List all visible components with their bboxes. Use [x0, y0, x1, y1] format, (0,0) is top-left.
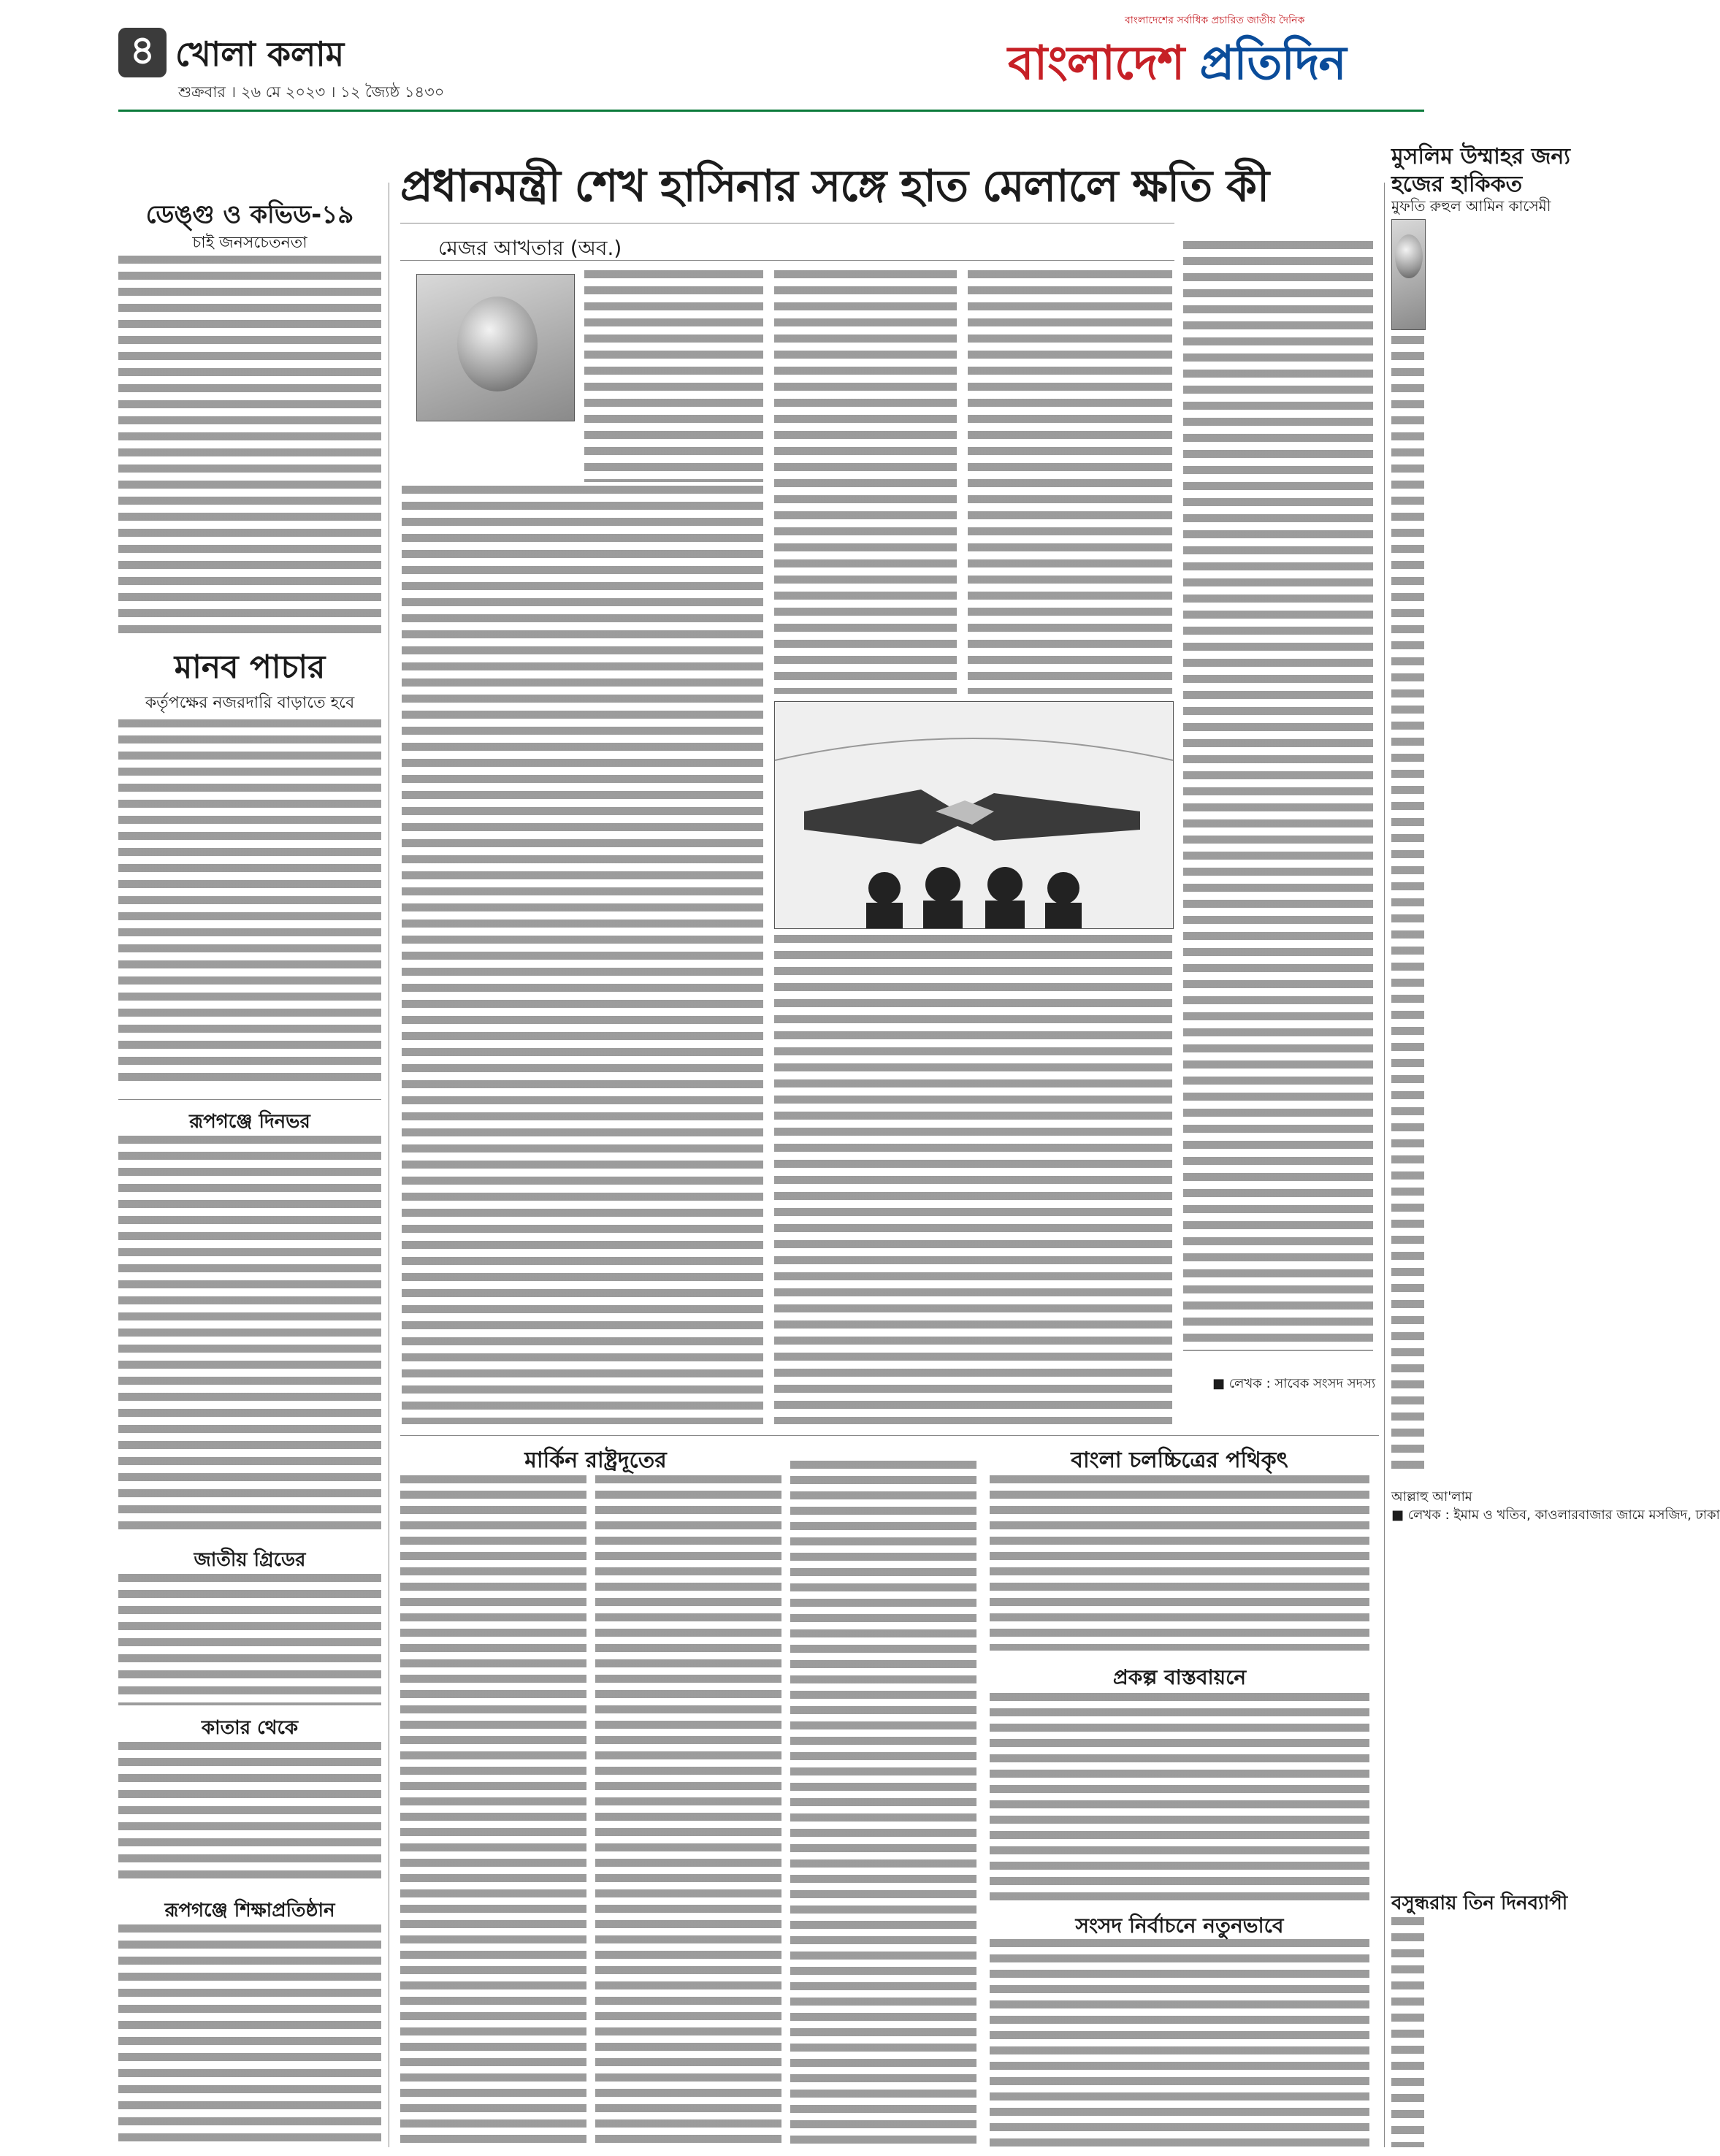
news-qatar-body — [118, 1742, 381, 1884]
story-election-body — [990, 1939, 1369, 2147]
story-project-body — [990, 1693, 1369, 1905]
divider — [118, 1099, 381, 1100]
column-rule — [1384, 183, 1385, 2147]
main-body-col2-lower — [774, 935, 1172, 1424]
brand-name-b: প্রতিদিন — [1199, 37, 1346, 91]
right-column-body — [1391, 336, 1424, 1475]
author-photo — [416, 274, 575, 421]
right-column-sign: আল্লাহু আ'লাম — [1391, 1489, 1472, 1505]
story-ambassador-col2 — [595, 1475, 781, 2147]
masthead-rule — [118, 110, 1424, 112]
story-project-title: প্রকল্প বাস্তবায়নে — [1112, 1665, 1247, 1689]
editorial-trafficking-sub: কর্তৃপক্ষের নজরদারি বাড়াতে হবে — [145, 694, 355, 712]
story-election-title: সংসদ নির্বাচনে নতুনভাবে — [1075, 1914, 1284, 1938]
page-number-badge: ৪ — [118, 28, 167, 77]
news-bashundhara-body — [1391, 1917, 1424, 2147]
main-headline: প্রধানমন্ত্রী শেখ হাসিনার সঙ্গে হাত মেলালে ক্ষতি কী — [400, 161, 1269, 212]
main-body-col3 — [968, 270, 1172, 694]
main-body-col1 — [402, 486, 763, 1424]
right-column-title2: হজের হাকিকত — [1391, 172, 1523, 197]
news-bashundhara-title: বসুন্ধরায় তিন দিনব্যাপী — [1391, 1892, 1568, 1914]
editorial-dengue-sub: চাই জনসচেতনতা — [192, 234, 307, 252]
divider — [400, 260, 1174, 261]
news-rupganj-title: রূপগঞ্জে দিনভর — [189, 1111, 310, 1133]
brand-logo — [1008, 28, 1346, 106]
main-body-col2 — [774, 270, 957, 694]
story-continued-col — [790, 1461, 976, 2147]
right-column-credit: ■ লেখক : ইমাম ও খতিব, কাওলারবাজার জামে মসজিদ, ঢাকা — [1391, 1507, 1720, 1523]
byline: মেজর আখতার (অব.) — [438, 236, 622, 260]
brand-name-a: বাংলাদেশ — [1008, 37, 1200, 91]
story-film-title: বাংলা চলচ্চিত্রের পথিকৃৎ — [1071, 1448, 1288, 1473]
news-grid-body — [118, 1574, 381, 1705]
main-author-credit: ■ লেখক : সাবেক সংসদ সদস্য — [1212, 1376, 1376, 1391]
main-body-col4 — [1183, 241, 1373, 1351]
cleric-photo — [1391, 219, 1426, 330]
section-title: খোলা কলাম — [175, 34, 345, 74]
news-qatar-title: কাতার থেকে — [201, 1717, 299, 1739]
editorial-trafficking-title: মানব পাচার — [174, 649, 326, 686]
handshake-illustration — [774, 701, 1174, 929]
news-grid-title: জাতীয় গ্রিডের — [194, 1549, 306, 1571]
news-rupganj-body — [118, 1136, 381, 1537]
news-school-body — [118, 1924, 381, 2147]
dateline: শুক্রবার । ২৬ মে ২০২৩ । ১২ জ্যৈষ্ঠ ১৪৩০ — [178, 83, 445, 101]
main-body-col1-top — [584, 270, 763, 482]
story-film-body — [990, 1475, 1369, 1651]
story-ambassador-title: মার্কিন রাষ্ট্রদূতের — [524, 1448, 667, 1473]
right-column-author: মুফতি রুহুল আমিন কাসেমী — [1391, 197, 1551, 215]
editorial-dengue-body — [118, 256, 381, 635]
brand-tagline: বাংলাদেশের সর্বাধিক প্রচারিত জাতীয় দৈনিক — [1125, 15, 1305, 26]
news-school-title: রূপগঞ্জে শিক্ষাপ্রতিষ্ঠান — [164, 1900, 335, 1922]
editorial-dengue-title: ডেঙ্গু ও কভিড-১৯ — [145, 200, 354, 229]
story-ambassador-col1 — [400, 1475, 586, 2147]
editorial-trafficking-body — [118, 719, 381, 1088]
handshake-icon — [775, 702, 1173, 928]
right-column-title: মুসলিম উম্মাহর জন্য — [1391, 144, 1571, 169]
divider — [400, 1435, 1379, 1436]
